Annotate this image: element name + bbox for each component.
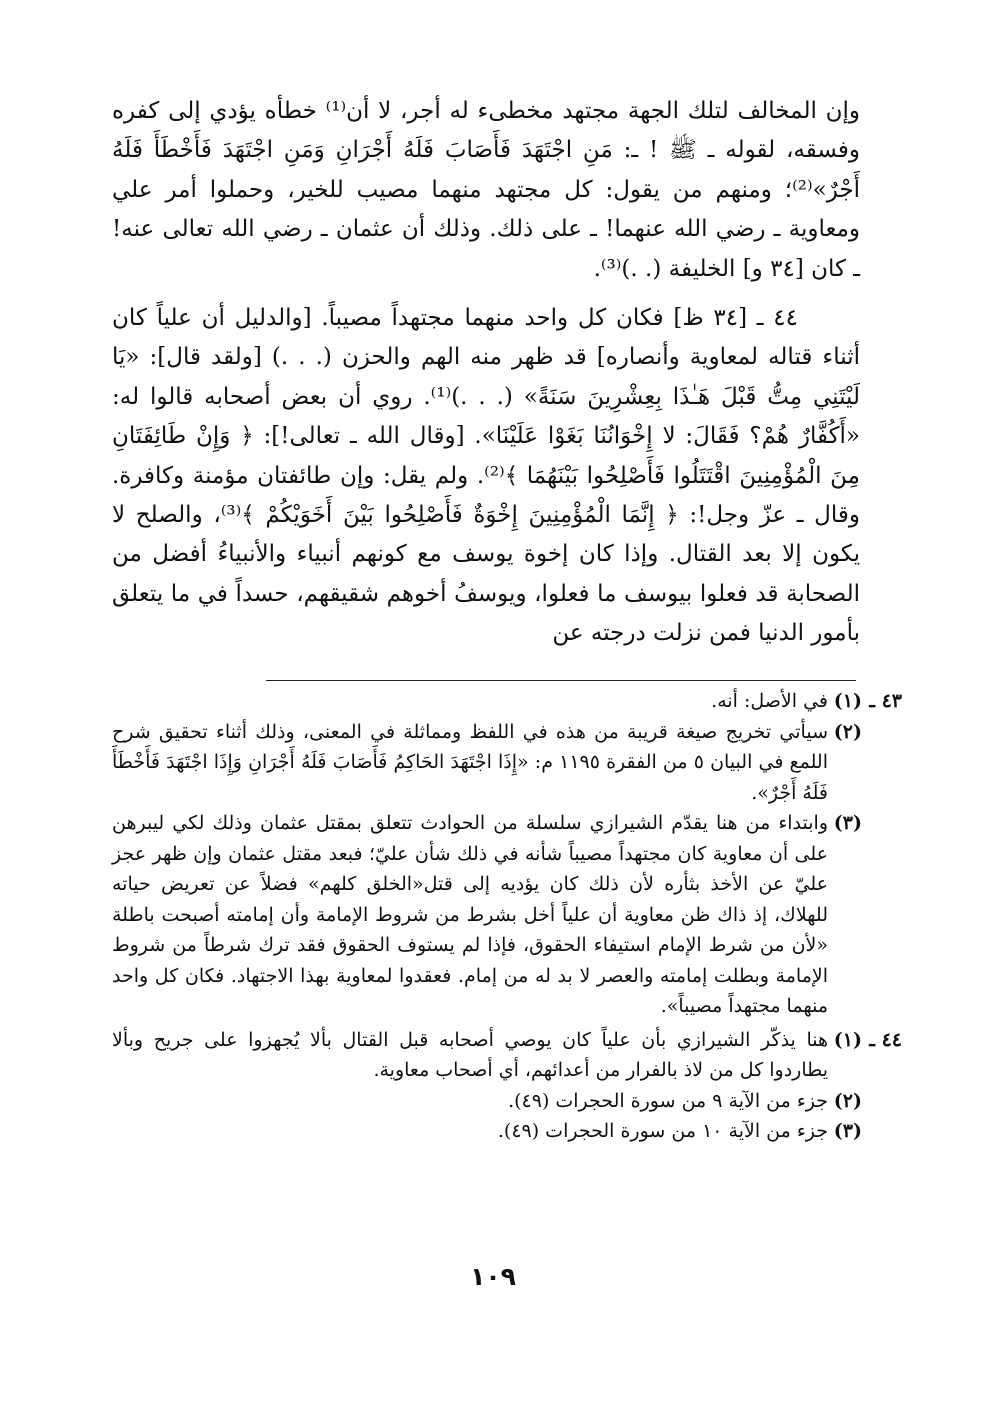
footnote xyxy=(112,808,862,1022)
footnote xyxy=(112,1116,862,1147)
footnote xyxy=(112,1086,862,1117)
paragraph-2: ٤٤ ـ [٣٤ ظ] فكان كل واحد منهما مجتهداً مصيباً. [والدليل أن علياً كان أثناء قتاله لمعاوية وأنصاره] قد ظهر منه الهم والحزن (. . .) [ولقد قال]: «يَا لَيْتَنِي مِتُّ قَبْلَ هَـٰذَا بِعِشْرِينَ سَنَةً» (. . .)⁽¹⁾. روي أن بعض أصحابه قالوا له: «أَكُفَّارٌ هُمْ؟ فَقَالَ: لا إِخْوَانُنَا بَغَوْا عَلَيْنَا». [وقال الله ـ تعالى!]: ﴿ وَإِنْ طَائِفَتَانِ مِنَ الْمُؤْمِنِينَ اقْتَتَلُوا فَأَصْلِحُوا بَيْنَهُمَا ﴾⁽²⁾. ولم يقل: وإن طائفتان مؤمنة وكافرة. وقال ـ عزّ وجل!: ﴿ إِنَّمَا الْمُؤْمِنِينَ إِخْوَةٌ فَأَصْلِحُوا بَيْنَ أَخَوَيْكُمْ ﴾⁽³⁾، والصلح لا يكون إلا بعد القتال. وإذا كان إخوة يوسف مع كونهم أنبياء والأنبياءُ أفضل من الصحابة قد فعلوا بيوسف ما فعلوا، ويوسفُ أخوهم شقيقهم، حسداً في ما يتعلق بأمور الدنيا فمن نزلت درجته عن xyxy=(112,305,861,647)
footnote xyxy=(112,686,862,717)
footnote-group-43 xyxy=(112,686,902,1022)
footnote-number: (٣) xyxy=(833,1120,862,1142)
footnote xyxy=(112,717,862,809)
footnote-number: (٢) xyxy=(833,1089,862,1112)
footnotes xyxy=(112,686,902,1150)
page-number: ١٠٩ xyxy=(470,1262,516,1291)
footnote-group-44 xyxy=(112,1025,902,1147)
footnote-number: (١) xyxy=(833,690,862,712)
footnote-number: (٢) xyxy=(833,720,862,743)
footnote-text: وابتداء من هنا يقدّم الشيرازي سلسلة من الحوادث تتعلق بمقتل عثمان وذلك لكي ليبرهن على أن معاوية كان مجتهداً مصيباً شأنه في ذلك شأن عليّ؛ فبعد مقتل عثمان وإن ظهر عجز عليّ عن الأخذ بثأره لأن ذلك كان يؤديه إلى قتل«الخلق كلهم» فضلاً عن تعريض حياته للهلاك، إذ ذاك ظن معاوية أن علياً أخل بشرط من شروط الإمامة وأن إمامته أصبحت باطلة «لأن من شرط الإمام استيفاء الحقوق، فإذا لم يستوف الحقوق فقد ترك شرطاً من شروط الإمامة وبطلت إمامته والعصر لا بد له من إمام. فعقدوا لمعاوية بهذا الاجتهاد. فكان كل واحد منهما مجتهداً مصيباً». xyxy=(112,812,828,1017)
footnote-separator xyxy=(266,680,856,681)
footnote-text: جزء من الآية ١٠ من سورة الحجرات (٤٩). xyxy=(497,1120,828,1142)
footnote-group-number: ٤٤ ـ xyxy=(869,1028,902,1051)
footnote-group-number: ٤٣ ـ xyxy=(869,690,902,712)
footnote-text: هنا يذكّر الشيرازي بأن علياً كان يوصي أصحابه قبل القتال بألا يُجهزوا على جريح وبألا يطاردوا كل من لاذ بالفرار من أعدائهم، أي أصحاب معاوية. xyxy=(112,1028,828,1081)
footnote xyxy=(112,1025,862,1086)
footnote-text: في الأصل: أنه. xyxy=(711,690,828,712)
footnote-text: سيأتي تخريج صيغة قريبة من هذه في اللفظ ومماثلة في المعنى، وذلك أثناء تحقيق شرح اللمع في البيان ٥ من الفقرة ١١٩٥ م: «إِذَا اجْتَهَدَ الحَاكِمُ فَأَصَابَ فَلَهُ أَجْرَانِ وَإِذَا اجْتَهَدَ فَأَخْطَأَ فَلَهُ أَجْرٌ». xyxy=(112,720,828,804)
main-text xyxy=(112,92,860,654)
footnote-number: (٣) xyxy=(833,812,862,834)
paragraph-1: وإن المخالف لتلك الجهة مجتهد مخطىء له أجر، لا أن⁽¹⁾ خطأه يؤدي إلى كفره وفسقه، لقوله ـ ﷺ ! ـ: مَنِ اجْتَهَدَ فَأَصَابَ فَلَهُ أَجْرَانِ وَمَنِ اجْتَهَدَ فَأَخْطَأَ فَلَهُ أَجْرٌ»⁽²⁾؛ ومنهم من يقول: كل مجتهد منهما مصيب للخير، وحملوا أمر علي ومعاوية ـ رضي الله عنهما! ـ على ذلك. وذلك أن عثمان ـ رضي الله تعالى عنه! ـ كان [٣٤ و] الخليفة (. .)⁽³⁾. xyxy=(112,98,860,282)
footnote-text: جزء من الآية ٩ من سورة الحجرات (٤٩). xyxy=(508,1089,828,1112)
footnote-number: (١) xyxy=(833,1028,862,1051)
